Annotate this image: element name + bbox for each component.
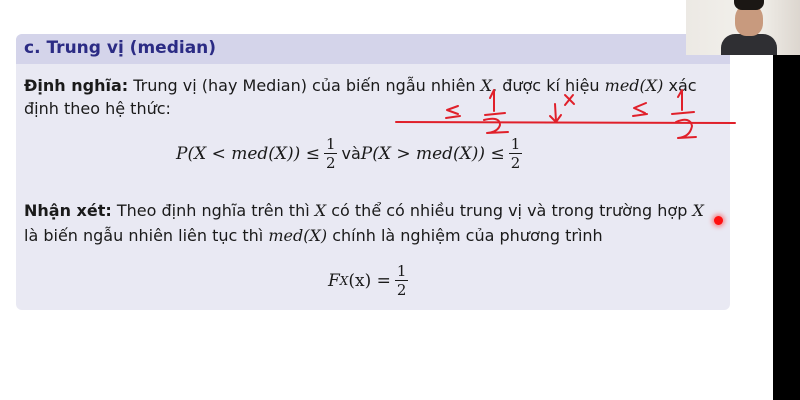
cdf-symbol: F bbox=[328, 270, 340, 291]
median-symbol-remark: med(X) bbox=[268, 226, 328, 245]
formula-right-side: P(X > med(X)) ≤ bbox=[360, 143, 505, 164]
variable-x-remark-2: X bbox=[692, 201, 704, 220]
webcam-feed bbox=[686, 0, 800, 55]
remark-text-1: Theo định nghĩa trên thì bbox=[111, 201, 315, 220]
annotation-arrow-down bbox=[550, 104, 561, 122]
variable-x: X bbox=[480, 76, 493, 95]
cdf-argument: (x) = bbox=[348, 270, 391, 291]
fraction-denominator: 2 bbox=[325, 154, 336, 172]
fraction-numerator: 1 bbox=[325, 135, 336, 153]
definition-text-3: xác bbox=[663, 76, 697, 95]
annotation-x-1 bbox=[565, 95, 574, 105]
video-frame-edge bbox=[773, 55, 800, 400]
fraction-numerator-3: 1 bbox=[396, 262, 407, 280]
fraction-denominator-2: 2 bbox=[510, 154, 521, 172]
presenter-body bbox=[721, 34, 777, 55]
remark-text-2: có thể có nhiều trung vị và trong trường hợp bbox=[326, 201, 693, 220]
laser-pointer-dot bbox=[714, 216, 723, 225]
cdf-subscript: X bbox=[339, 273, 349, 288]
fraction-denominator-3: 2 bbox=[396, 281, 407, 299]
remark-label: Nhận xét: bbox=[24, 201, 112, 220]
remark-text-4: chính là nghiệm của phương trình bbox=[327, 226, 603, 245]
presenter-hair bbox=[734, 0, 764, 10]
annotation-half-1 bbox=[484, 90, 508, 133]
variable-x-remark: X bbox=[314, 201, 327, 220]
annotation-underline bbox=[396, 122, 735, 123]
remark-text-3: là biến ngẫu nhiên liên tục thì bbox=[24, 226, 269, 245]
block-title: c. Trung vị (median) bbox=[24, 38, 217, 58]
definition-text-1: Trung vị (hay Median) của biến ngẫu nhiên bbox=[128, 76, 481, 95]
fraction-numerator-2: 1 bbox=[510, 135, 521, 153]
definition-text-2: , được kí hiệu bbox=[492, 76, 605, 95]
median-symbol: med(X) bbox=[604, 76, 664, 95]
annotation-leq-2 bbox=[633, 103, 647, 116]
formula-left-side: P(X < med(X)) ≤ bbox=[176, 143, 320, 164]
conjunction-and: và bbox=[341, 144, 361, 163]
annotation-half-2 bbox=[672, 90, 696, 138]
annotation-leq-1 bbox=[446, 106, 460, 118]
definition-label: Định nghĩa: bbox=[24, 76, 129, 95]
definition-line-2: định theo hệ thức: bbox=[24, 99, 171, 118]
